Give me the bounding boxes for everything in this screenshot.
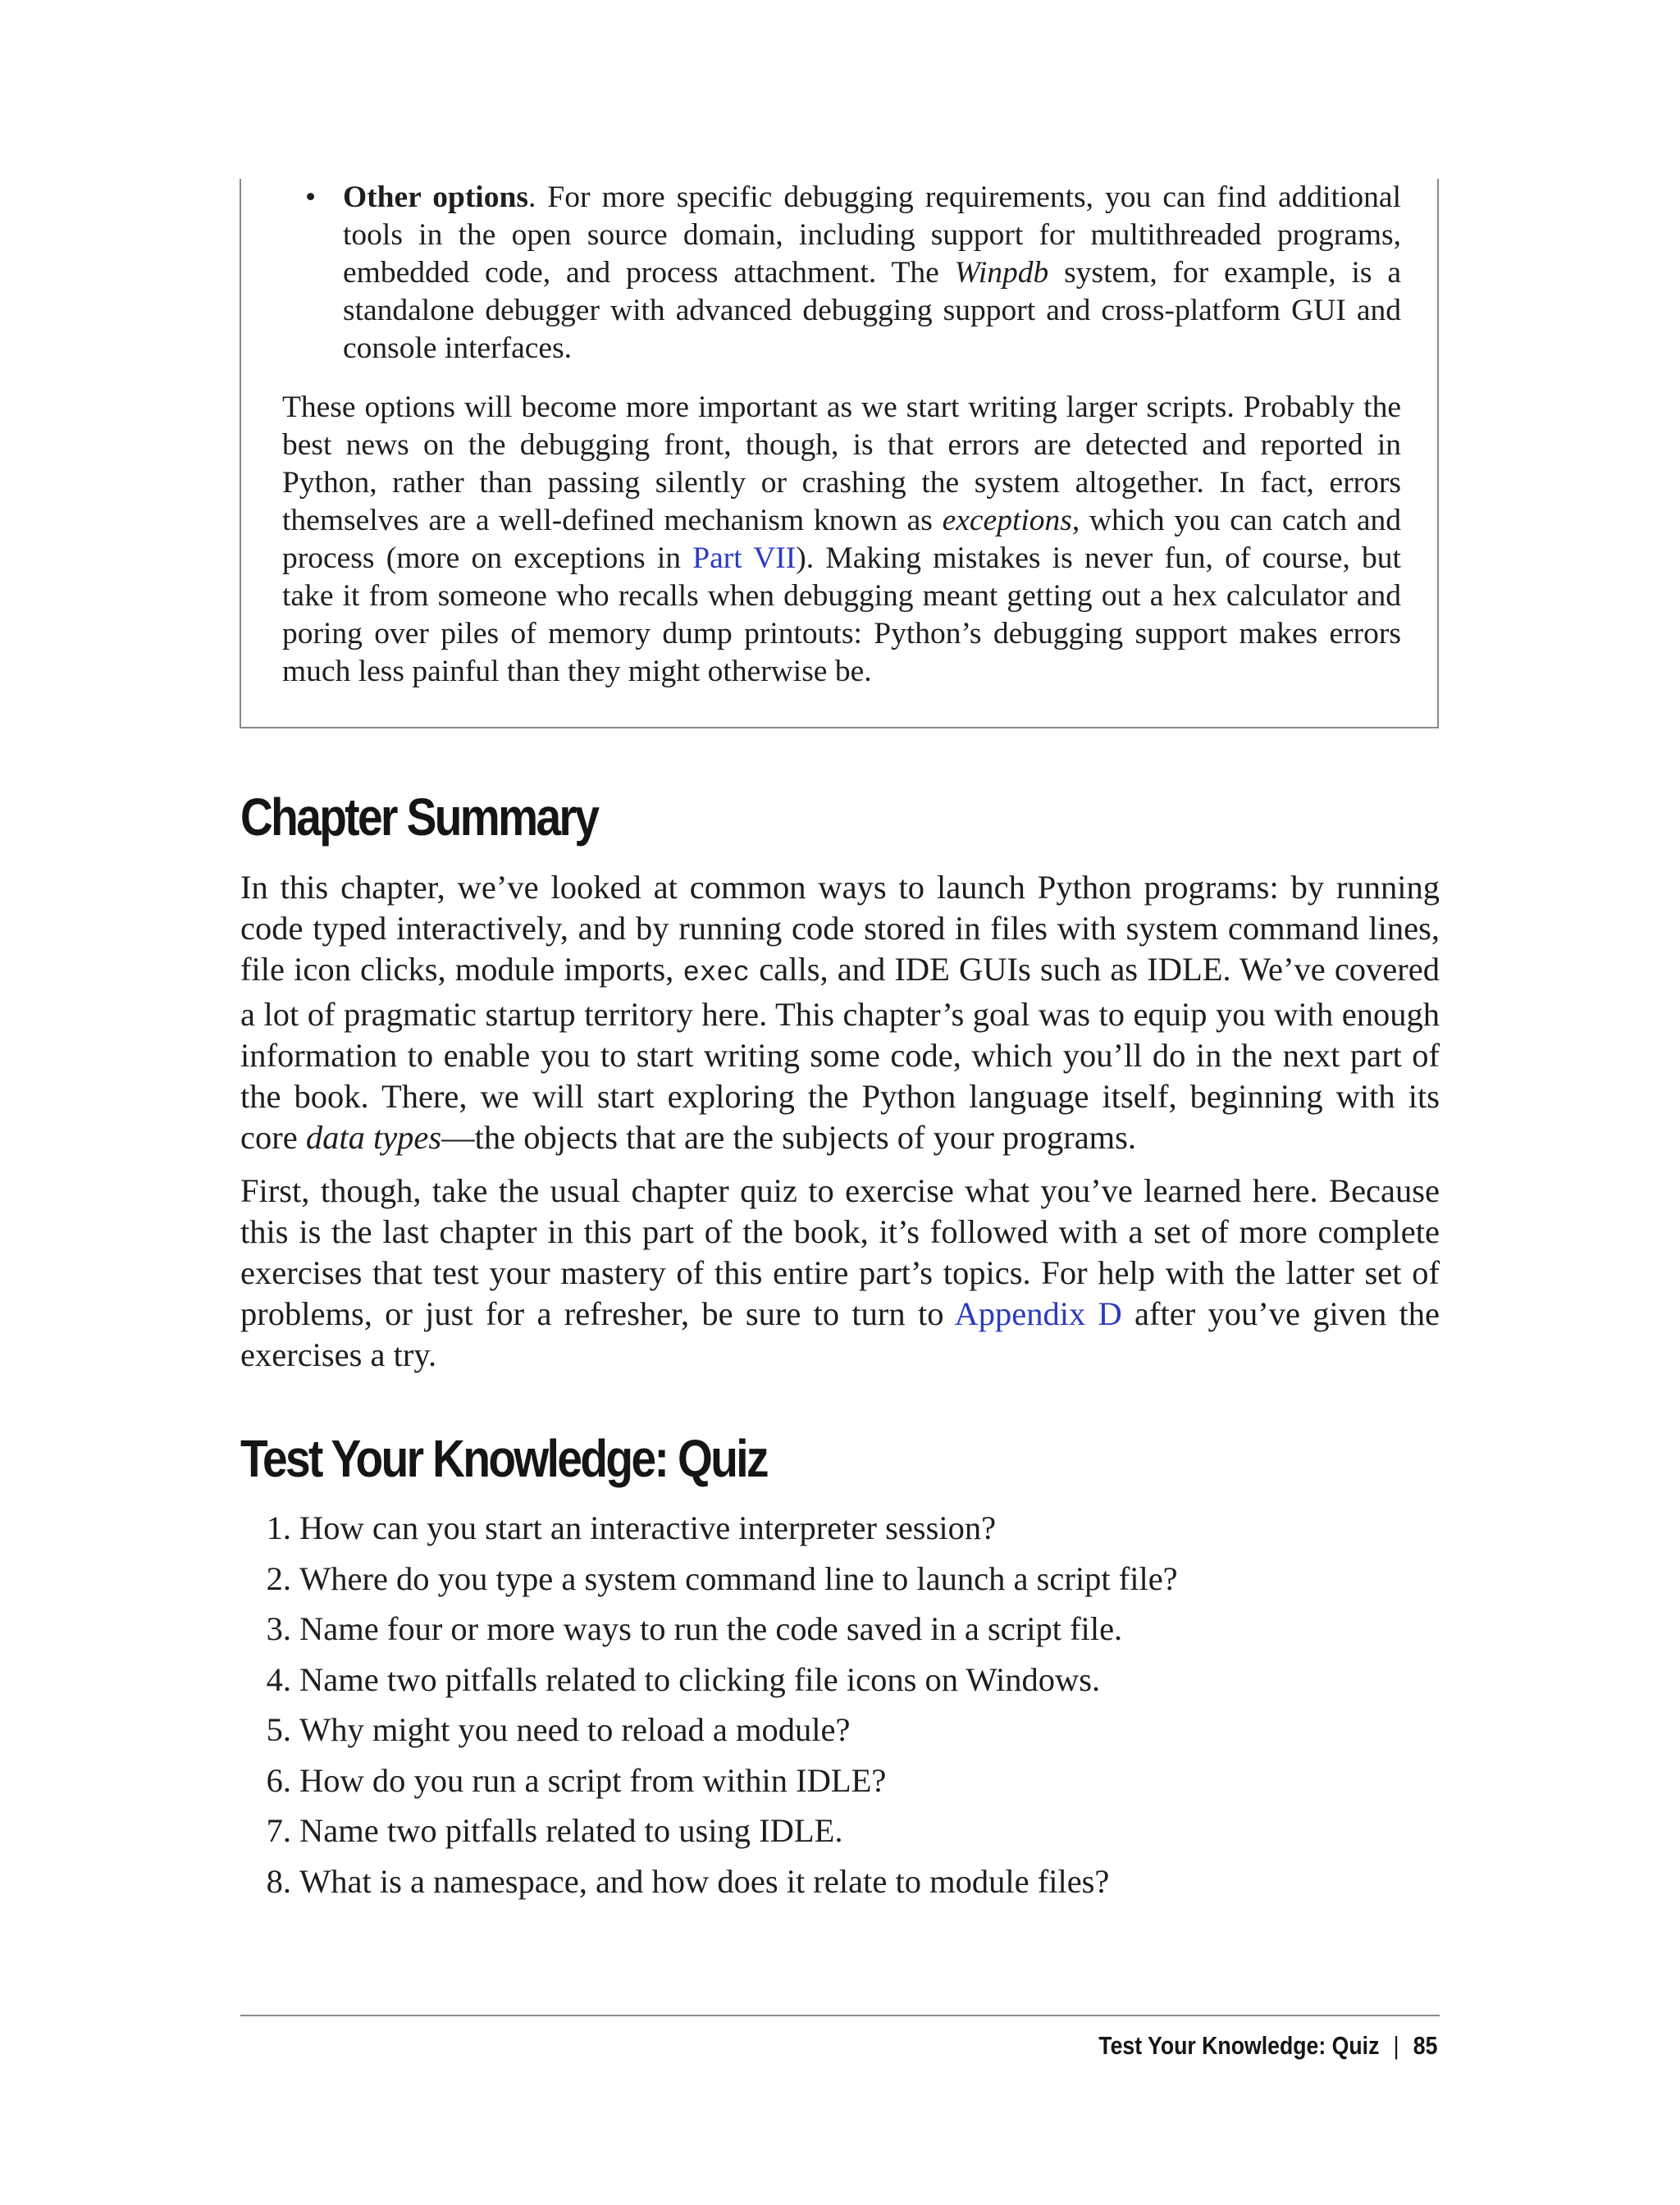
bullet-text: [343, 179, 1401, 368]
quiz-item-number: 3.: [266, 1610, 291, 1647]
quiz-item: [240, 1508, 1440, 1559]
sidebar-text-part: ). Making mistakes is never fun, of course, but take it from someone who recalls when debugging meant getting out a hex calculator and poring over piles of memory dump printouts: Python’s debugging support makes errors much less painful than they might otherwise be.: [282, 541, 1401, 688]
quiz-item: [240, 1861, 1440, 1912]
bullet-item-other-options: [305, 179, 1401, 368]
part-vii-link[interactable]: Part VII: [692, 541, 797, 575]
appendix-d-link[interactable]: Appendix D: [954, 1295, 1122, 1332]
quiz-item-number: 8.: [266, 1862, 291, 1900]
quiz-item-number: 7.: [266, 1812, 291, 1849]
footer-section-title: Test Your Knowledge: Quiz: [1098, 2031, 1380, 2060]
footer-rule: [240, 2015, 1440, 2016]
quiz-item-text: What is a namespace, and how does it relate to module files?: [299, 1862, 1110, 1900]
bullet-label: Other options: [343, 180, 528, 214]
quiz-list: [240, 1508, 1440, 1911]
sidebar-text-part: These options will become more important as we start writing larger scripts. Probably the best news on the debugging front, though, is that errors are detected and reported in Python, rather than passing silently or crashing the system altogether. In fact, errors themselves are a well-defined mechanism known as: [282, 390, 1401, 537]
bullet-text-part: system, for example, is a standalone debugger with advanced debugging support and cross-platform GUI and console interfaces.: [343, 256, 1401, 365]
summary-text-part: calls, and IDE GUIs such as IDLE. We’ve covered a lot of pragmatic startup territory here. This chapter’s goal was to equip you with enough information to enable you to start writing some code, which you’ll do in the next part of the book. There, we will start exploring the Python language itself, beginning with its core: [240, 951, 1440, 1156]
sidebar-box: [240, 179, 1439, 728]
bullet-text-part: . For more specific debugging requirements, you can find additional tools in the open source domain, including support for multithreaded programs, embedded code, and process attachment. The: [343, 180, 1401, 290]
summary-text-part: First, though, take the usual chapter quiz to exercise what you’ve learned here. Because this is the last chapter in this part of the book, it’s followed with a set of more complete exercises that test your mastery of this entire part’s topics. For help with the latter set of problems, or just for a refresher, be sure to turn to: [240, 1172, 1440, 1332]
exec-code: exec: [682, 958, 751, 989]
quiz-item-number: 5.: [266, 1711, 291, 1748]
quiz-item-number: 4.: [266, 1660, 291, 1698]
exceptions-term: exceptions: [942, 504, 1072, 537]
quiz-item-text: Name two pitfalls related to using IDLE.: [299, 1812, 843, 1849]
sidebar-paragraph-text: [282, 389, 1401, 691]
sidebar-paragraph: [282, 389, 1401, 691]
summary-text-part: after you’ve given the exercises a try.: [240, 1295, 1440, 1373]
winpdb-term: Winpdb: [954, 256, 1049, 290]
quiz-item-text: How can you start an interactive interpreter session?: [299, 1509, 997, 1546]
footer-separator: |: [1393, 2031, 1399, 2060]
quiz-item-text: Why might you need to reload a module?: [299, 1711, 851, 1748]
quiz-item: [240, 1710, 1440, 1760]
quiz-item-text: Name four or more ways to run the code saved in a script file.: [299, 1610, 1123, 1647]
quiz-item: [240, 1609, 1440, 1659]
sidebar-text-part: , which you can catch and process (more on exceptions in: [282, 504, 1401, 575]
bullet-icon: •: [305, 180, 317, 214]
quiz-item-number: 6.: [266, 1761, 291, 1799]
chapter-summary-paragraph-2: [240, 1171, 1440, 1376]
page-footer: [1098, 2029, 1437, 2062]
chapter-summary-paragraph-1: [240, 867, 1440, 1158]
summary-text-part: In this chapter, we’ve looked at common ways to launch Python programs: by running code typed interactively, and by running code stored in files with system command lines, file icon clicks, module imports,: [240, 869, 1440, 988]
quiz-item-text: Name two pitfalls related to clicking file icons on Windows.: [299, 1660, 1101, 1698]
quiz-item: [240, 1760, 1440, 1811]
page-number: 85: [1413, 2031, 1437, 2060]
quiz-item-number: 2.: [266, 1559, 291, 1597]
quiz-item: [240, 1659, 1440, 1710]
data-types-term: data types: [305, 1119, 442, 1156]
chapter-summary-heading: Chapter Summary: [240, 788, 598, 847]
quiz-item-text: Where do you type a system command line to launch a script file?: [299, 1559, 1178, 1597]
quiz-heading: Test Your Knowledge: Quiz: [240, 1429, 767, 1488]
quiz-item-number: 1.: [266, 1509, 291, 1546]
summary-text-part: —the objects that are the subjects of your programs.: [441, 1119, 1137, 1156]
quiz-item: [240, 1559, 1440, 1609]
quiz-item-text: How do you run a script from within IDLE?: [299, 1761, 887, 1799]
quiz-item: [240, 1810, 1440, 1861]
